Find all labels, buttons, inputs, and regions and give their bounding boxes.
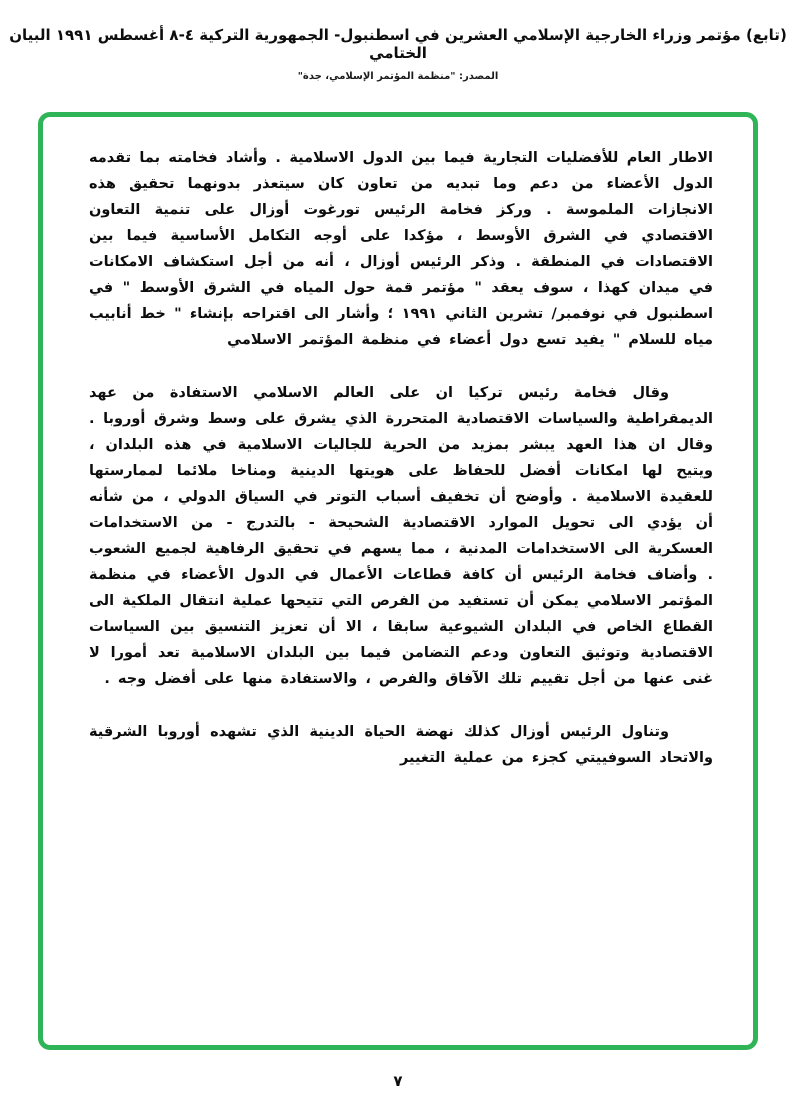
header-source: المصدر: "منظمة المؤتمر الإسلامي، جدة": [297, 71, 499, 82]
content-border-box: [38, 112, 758, 1050]
paragraph-3: وتناول الرئيس أوزال كذلك نهضة الحياة الدينية الذي تشهده أوروبا الشرقية والاتحاد السوفييتي كجزء من عملية التغيير: [89, 724, 713, 766]
document-header: [0, 26, 796, 82]
paragraph-1: الاطار العام للأفضليات التجارية فيما بين الدول الاسلامية . وأشاد فخامته بما تقدمه الدول الأعضاء من دعم وما تبديه من تعاون كان سيتعذر بدونهما تحقيق هذه الانجازات الملموسة . وركز فخامة الرئيس تورغوت أوزال على تنمية التعاون الاقتصادي في الشرق الأوسط ، مؤكدا على أوجه التكامل الأساسية فيما بين الاقتصادات في المنطقة . وذكر الرئيس أوزال ، أنه من أجل استكشاف الامكانات في ميدان كهذا ، سوف يعقد " مؤتمر قمة حول المياه في الشرق الأوسط " في اسطنبول في نوفمبر/ تشرين الثاني ١٩٩١ ؛ وأشار الى اقتراحه بإنشاء " خط أنابيب مياه للسلام " يفيد تسع دول أعضاء في منظمة المؤتمر الاسلامي: [89, 150, 713, 348]
page-number: ٧: [393, 1072, 403, 1090]
paragraph-2: وقال فخامة رئيس تركيا ان على العالم الاسلامي الاستفادة من عهد الديمقراطية والسياسات الاقتصادية المتحررة الذي يشرق على وسط وشرق أوروبا . وقال ان هذا العهد يبشر بمزيد من الحرية للجاليات الاسلامية في هذه البلدان ، ويتيح لها امكانات أفضل للحفاظ على هويتها الدينية ومناخا ملائما لممارستها للعقيدة الاسلامية . وأوضح أن تخفيف أسباب التوتر في السياق الدولي ، من شأنه أن يؤدي الى تحويل الموارد الاقتصادية الشحيحة - بالتدرج - من الاستخدامات العسكرية الى الاستخدامات المدنية ، مما يسهم في تحقيق الرفاهية لجميع الشعوب . وأضاف فخامة الرئيس أن كافة قطاعات الأعمال في الدول الأعضاء في منظمة المؤتمر الاسلامي يمكن أن تستفيد من الفرص التي تتيحها عملية انتقال الملكية الى القطاع الخاص في البلدان الشيوعية سابقا ، الا أن تعزيز التنسيق بين السياسات الاقتصادية وتوثيق التعاون ودعم التضامن فيما بين البلدان الاسلامية تعد أمورا لا غنى عنها من أجل تقييم تلك الآفاق والفرص ، والاستفادة منها على أفضل وجه .: [88, 385, 713, 687]
header-title: (تابع) مؤتمر وزراء الخارجية الإسلامي العشرين في اسطنبول- الجمهورية التركية ٤-٨ أغسطس ١٩٩١ البيان الختامي: [9, 26, 787, 62]
